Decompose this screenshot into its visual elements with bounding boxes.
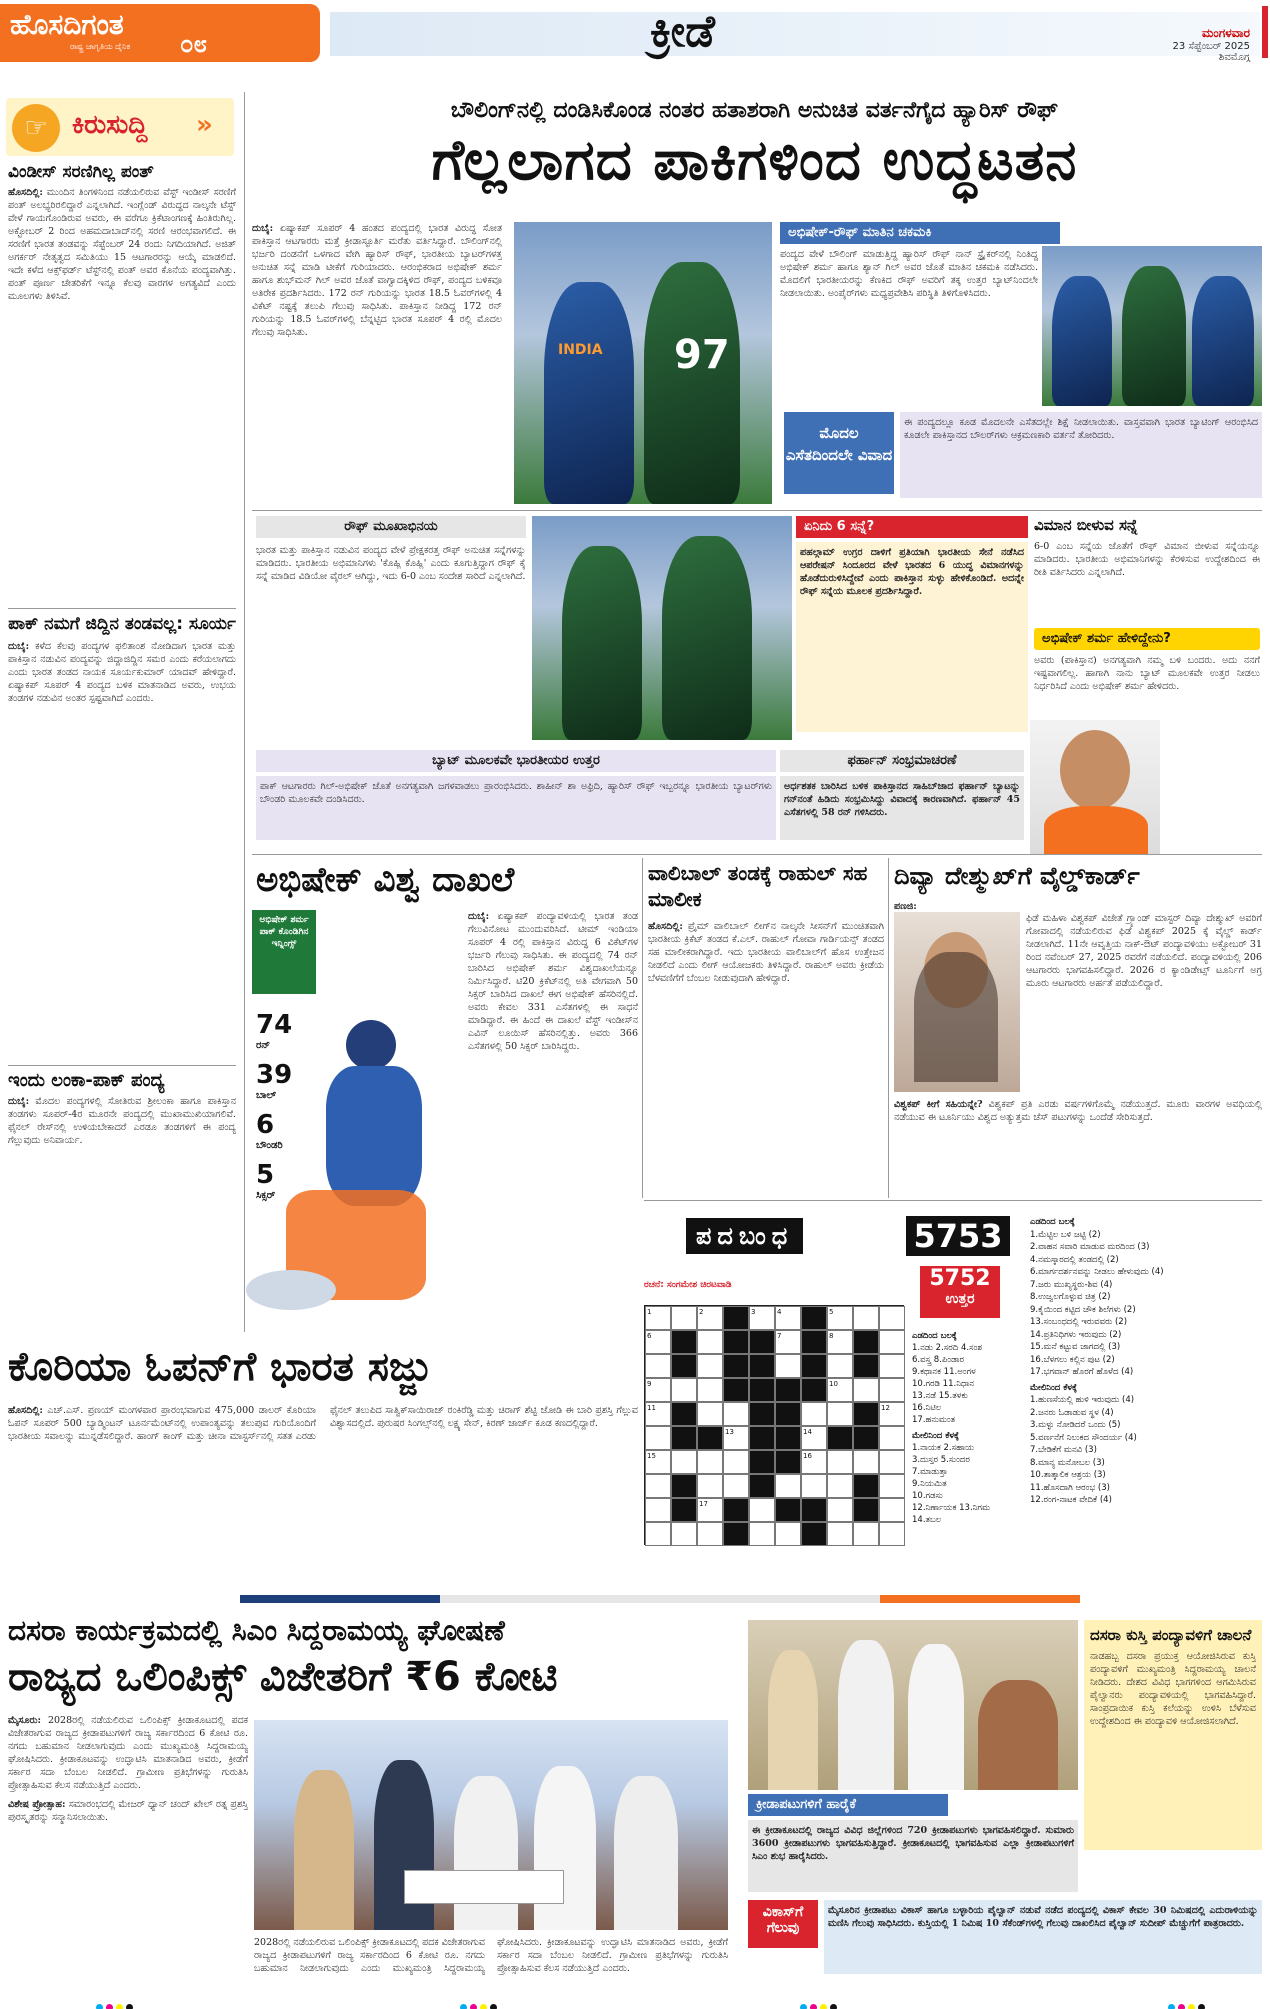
person-figure [768, 1650, 818, 1790]
crossword-cell[interactable] [827, 1522, 853, 1546]
crossword-cell[interactable] [775, 1474, 801, 1498]
box-header: ವಿಮಾನ ಬೀಳುವ ಸನ್ನೆ [1034, 516, 1138, 534]
crossword-grid[interactable] [644, 1305, 904, 1545]
crossword-cell [671, 1426, 697, 1450]
crossword-cell [801, 1306, 827, 1330]
crossword-cell[interactable]: 3 [749, 1306, 775, 1330]
kusti-headline: ದಸರಾ ಕುಸ್ತಿ ಪಂದ್ಯಾವಳಿಗೆ ಚಾಲನೆ [1090, 1626, 1252, 1644]
crossword-cell[interactable] [697, 1450, 723, 1474]
prev-answer-badge [920, 1266, 1000, 1318]
dateline-day: ಮಂಗಳವಾರ [1201, 26, 1250, 40]
lead-photo [514, 222, 772, 504]
answer-line: 7.ಮಾಡುತ್ತಾ [912, 1467, 948, 1477]
color-strip [440, 1595, 880, 1603]
lead-byline: ದುಬೈ: [252, 223, 274, 234]
crossword-cell[interactable] [697, 1522, 723, 1546]
brief-text: ಮೊದಲ ಪಂದ್ಯಗಳಲ್ಲಿ ಸೋತಿರುವ ಶ್ರೀಲಂಕಾ ಹಾಗೂ ಪಾಕಿಸ್ತಾನ ತಂಡಗಳು ಸೂಪರ್-4ರ ಮೂರನೇ ಪಂದ್ಯದಲ್ಲಿ ಮುಖಾಮುಖಿಯಾಗಲಿವೆ. ಫೈನಲ್ ರೇಸ್‌ನಲ್ಲಿ ಉಳಿಯಬೇಕಾದರೆ ಎರಡೂ ತಂಡಗಳಿಗೆ ಈ ಪಂದ್ಯ ಗೆಲ್ಲುವುದು ಅನಿವಾರ್ಯ. [8, 1096, 236, 1146]
crossword-cell[interactable]: 6 [645, 1330, 671, 1354]
brief-item [8, 614, 236, 1054]
crossword-cell [723, 1498, 749, 1522]
crossword-cell [749, 1378, 775, 1402]
brief-headline: ಪಾಕ್ ನಮಗೆ ಜಿದ್ದಿನ ತಂಡವಲ್ಲ: ಸೂರ್ಯ [8, 614, 236, 634]
crossword-cell [723, 1354, 749, 1378]
crossword-cell [775, 1402, 801, 1426]
crossword-cell[interactable] [827, 1450, 853, 1474]
crossword-cell[interactable]: 8 [827, 1330, 853, 1354]
player-figure [1052, 276, 1112, 406]
clues-down-title: ಮೇಲಿನಿಂದ ಕೆಳಕ್ಕೆ [1030, 1382, 1077, 1393]
crossword-cell [749, 1450, 775, 1474]
crossword-credit: ರಚನೆ: ಸಂಗಮೇಶ ಚಿರಟವಾಡಿ [644, 1280, 732, 1290]
brief-item [8, 162, 236, 552]
crossword-cell[interactable] [827, 1354, 853, 1378]
divider [644, 1200, 1262, 1201]
brief-byline: ಹೊಸದಿಲ್ಲಿ: [8, 187, 43, 198]
rauf-photo [532, 516, 792, 740]
brief-body [8, 1095, 236, 1315]
crossword-cell[interactable]: 17 [697, 1498, 723, 1522]
jersey-number: 97 [674, 332, 730, 378]
clue: 17.ಭಗವಾನ್ ಹೊರಗೆ ಹೊಳೆದ (4) [1030, 1367, 1134, 1377]
box-body: ಅರ್ಧಶತಕ ಬಾರಿಸಿದ ಬಳಿಕ ಪಾಕಿಸ್ತಾನದ ಸಾಹಿಬ್‌ಜಾದ ಫರ್ಹಾನ್ ಬ್ಯಾಟನ್ನು ಗನ್‌ನಂತೆ ಹಿಡಿದು ಸಂಭ್ರಮಿಸಿದ್ದು ವಿವಾದಕ್ಕೆ ಕಾರಣವಾಗಿದೆ. ಫರ್ಹಾನ್ 45 ಎಸೆತಗಳಲ್ಲಿ 58 ರನ್ ಗಳಿಸಿದರು. [780, 776, 1024, 840]
chevron-right-icon: » [196, 110, 213, 140]
crossword-title [686, 1218, 803, 1254]
person-figure [294, 1770, 354, 1930]
wish-body: ಈ ಕ್ರೀಡಾಕೂಟದಲ್ಲಿ ರಾಜ್ಯದ ವಿವಿಧ ಜಿಲ್ಲೆಗಳಿಂದ 720 ಕ್ರೀಡಾಪಟುಗಳು ಭಾಗವಹಿಸಲಿದ್ದಾರೆ. ಸುಮಾರು 3600 ಕ್ರೀಡಾಪಟುಗಳು ಭಾಗವಹಿಸುತ್ತಿದ್ದಾರೆ. ಕ್ರೀಡಾಕೂಟದಲ್ಲಿ ಭಾಗವಹಿಸುವ ಎಲ್ಲಾ ಕ್ರೀಡಾಪಟುಗಳಿಗೆ ಸಿಎಂ ಶುಭ ಹಾರೈಸಿದರು. [748, 1820, 1078, 1892]
cm-event-photo [254, 1720, 728, 1930]
cm-byline: ಮೈಸೂರು: [8, 1715, 42, 1726]
crossword-cell [671, 1498, 697, 1522]
brief-headline: ವಿಂಡೀಸ್ ಸರಣಿಗಿಲ್ಲ ಪಂತ್ [8, 162, 154, 182]
abhishek-portrait [1030, 720, 1160, 855]
lead-text: ಏಷ್ಯಾಕಪ್ ಸೂಪರ್ 4 ಹಂತದ ಪಂದ್ಯದಲ್ಲಿ ಭಾರತ ವಿರುದ್ಧ ಸೋತ ಪಾಕಿಸ್ತಾನ ಆಟಗಾರರು ಮತ್ತೆ ಕ್ರೀಡಾಸ್ಫೂರ್ತಿ ಮರೆತು ವರ್ತಿಸಿದ್ದಾರೆ. ಬೌಲಿಂಗ್‌ನಲ್ಲಿ ಭರ್ಜರಿ ದಂಡನೆಗೆ ಒಳಗಾದ ವೇಗಿ ಹ್ಯಾರಿಸ್ ರೌಫ್, ಭಾರತೀಯ ಬ್ಯಾಟರ್‌ಗಳತ್ತ ಅನುಚಿತ ಸನ್ನೆ ಮಾಡಿ ಟೀಕೆಗೆ ಗುರಿಯಾದರು. ಆರಂಭಿಕರಾದ ಅಭಿಷೇಕ್ ಶರ್ಮ ಹಾಗೂ ಶುಭ್‌ಮನ್ ಗಿಲ್ ಅವರ ಜೊತೆ ವಾಗ್ವಾದಕ್ಕಿಳಿದ ರೌಫ್, ಪಂದ್ಯದ ಬಳಿಕವೂ ಅತಿರೇಕ ಪ್ರದರ್ಶಿಸಿದರು. 172 ರನ್ ಗುರಿಯನ್ನು ಭಾರತ 18.5 ಓವರ್‌ಗಳಲ್ಲಿ 4 ವಿಕೆಟ್ ನಷ್ಟಕ್ಕೆ ತಲುಪಿ ಗೆಲುವು ಸಾಧಿಸಿತು. ಪಾಕಿಸ್ತಾನ ನೀಡಿದ್ದ 172 ರನ್ ಗುರಿಯನ್ನು 18.5 ಓವರ್‌ಗಳಲ್ಲಿ ಬೆನ್ನಟ್ಟಿದ ಭಾರತ ಸೂಪರ್ 4 ರಲ್ಲಿ ಮೊದಲ ಗೆಲುವು ಸಾಧಿಸಿತು. [252, 223, 502, 338]
crossword-cell [749, 1354, 775, 1378]
box-body: ಪಂದ್ಯದ ವೇಳೆ ಬೌಲಿಂಗ್ ಮಾಡುತ್ತಿದ್ದ ಹ್ಯಾರಿಸ್ ರೌಫ್ ನಾನ್ ಸ್ಟ್ರೈಕರ್‌ನಲ್ಲಿ ನಿಂತಿದ್ದ ಅಭಿಷೇಕ್ ಶರ್ಮ ಹಾಗೂ ಶ್ಯಾನ್ ಗಿಲ್ ಅವರ ಜೊತೆ ಮಾತಿನ ಚಕಮಕಿ ನಡೆಸಿದರು. ಮೊದಲಿಗೆ ಭಾರತೀಯರನ್ನು ಕೆಣಕಿದ ರೌಫ್ ಅವರಿಗೆ ತಕ್ಕ ಉತ್ತರ ಬ್ಯಾಟ್‌ನಿಂದಲೇ ನೀಡಲಾಯಿತು. ಅಂಪೈರ್‌ಗಳು ಮಧ್ಯಪ್ರವೇಶಿಸಿ ಪರಿಸ್ಥಿತಿ ತಿಳಿಗೊಳಿಸಿದರು. [780, 249, 1038, 299]
crossword-cell[interactable] [723, 1450, 749, 1474]
brief-byline: ದುಬೈ: [8, 641, 30, 652]
stat-label: ಬೌಂಡರಿ [256, 1140, 283, 1151]
color-strip [880, 1595, 1080, 1603]
crossword-cell[interactable] [697, 1354, 723, 1378]
person-figure [534, 1766, 596, 1930]
crossword-cell[interactable] [671, 1522, 697, 1546]
crossword-cell[interactable] [775, 1354, 801, 1378]
brief-text: ಮುಂದಿನ ತಿಂಗಳಿನಿಂದ ನಡೆಯಲಿರುವ ವೆಸ್ಟ್ ಇಂಡೀಸ್ ಸರಣಿಗೆ ಪಂತ್ ಅಲಭ್ಯರಿರಲಿದ್ದಾರೆ ಎನ್ನಲಾಗಿದೆ. ಇಂಗ್ಲೆಂಡ್ ವಿರುದ್ಧದ ನಾಲ್ಕನೇ ಟೆಸ್ಟ್ ವೇಳೆ ಗಾಯಗೊಂಡಿರುವ ಅವರು, ಈ ವರೆಗೂ ಕ್ರಿಕೆಟಾಂಗಣಕ್ಕೆ ಹಿಂತಿರುಗಿಲ್ಲ. ಅಕ್ಟೋಬರ್ 2 ರಿಂದ ಅಹಮದಾಬಾದ್‌ನಲ್ಲಿ ಸರಣಿ ಆರಂಭವಾಗಲಿದೆ. ಈ ಸರಣಿಗೆ ಭಾರತ ತಂಡವನ್ನು ಸೆಪ್ಟೆಂಬರ್ 24 ರಂದು ನಿಗದಿಯಾಗಿದೆ. ಅಜಿತ್ ಅಗರ್ಕರ್ ನೇತೃತ್ವದ ಸಮಿತಿಯು 15 ಆಟಗಾರರನ್ನು ಆಯ್ಕೆ ಮಾಡಲಿದೆ. ಇದೇ ಕಳೆದ ಆಕ್ಸ್‌ಫರ್ಡ್ ಟೆಸ್ಟ್‌ನಲ್ಲಿ ಪಂತ್ ಅವರ ಕೊನೆಯ ಪಂದ್ಯವಾಗಿತ್ತು. ಪಂತ್ ಪೂರ್ಣ ಚೇತರಿಕೆಗೆ ಇನ್ನೂ ಕೆಲವು ವಾರಗಳ ಅಗತ್ಯವಿದೆ ಎಂದು ಮೂಲಗಳು ತಿಳಿಸಿವೆ. [8, 187, 236, 302]
answer-line: 13.ನಡೆ 15.ತಳಕು [912, 1391, 968, 1401]
crossword-cell [749, 1426, 775, 1450]
box-header: ಫರ್ಹಾನ್ ಸಂಭ್ರಮಾಚರಣೆ [780, 750, 1024, 772]
record-headline: ಅಭಿಷೇಕ್ ವಿಶ್ವ ದಾಖಲೆ [256, 860, 515, 900]
dateline [1120, 26, 1250, 63]
crossword-cell[interactable]: 15 [645, 1450, 671, 1474]
crossword-cell [723, 1522, 749, 1546]
crossword-cell[interactable]: 7 [775, 1330, 801, 1354]
clue: 10.ತಾತ್ಕಾಲಿಕ ಆಶ್ರಯ (3) [1030, 1470, 1106, 1480]
kusti-photo [748, 1620, 1078, 1790]
clue: 11.ಹೊಸದಾಗಿ ಆರಂಭ (3) [1030, 1482, 1110, 1493]
box-body: ಭಾರತ ಮತ್ತು ಪಾಕಿಸ್ತಾನ ನಡುವಿನ ಪಂದ್ಯದ ವೇಳೆ ಪ್ರೇಕ್ಷಕರತ್ತ ರೌಫ್ ಅನುಚಿತ ಸನ್ನೆಗಳನ್ನು ಮಾಡಿದರು. ಭಾರತೀಯ ಅಭಿಮಾನಿಗಳು 'ಕೊಹ್ಲಿ ಕೊಹ್ಲಿ' ಎಂದು ಕೂಗುತ್ತಿದ್ದಾಗ ರೌಫ್ ಕೈ ಸನ್ನೆ ಮಾಡಿದ ವಿಡಿಯೋ ವೈರಲ್ ಆಗಿದ್ದು, ಇದು 6-0 ಎಂಬ ಸಂದೇಶ ಸಾರಿದೆ ಎನ್ನಲಾಗಿದೆ. [256, 545, 526, 582]
crossword-cell[interactable] [645, 1474, 671, 1498]
divider [8, 1065, 236, 1066]
crossword-cell [671, 1330, 697, 1354]
hair-figure [914, 952, 998, 1082]
crossword-cell[interactable] [775, 1522, 801, 1546]
crossword-cell [671, 1354, 697, 1378]
crossword-cell [749, 1402, 775, 1426]
crossword-cell[interactable] [853, 1378, 879, 1402]
divya-subtext: ವಿಶ್ವಕಪ್ ಪ್ರತಿ ಎರಡು ವರ್ಷಗಳಿಗೊಮ್ಮೆ ನಡೆಯುತ್ತದೆ. ಮೂರು ವಾರಗಳ ಅವಧಿಯಲ್ಲಿ ನಡೆಯುವ ಈ ಟೂರ್ನಿಯು ವಿಶ್ವದ ಅತ್ಯುತ್ತಮ ಚೆಸ್ ಪಟುಗಳನ್ನು ಒಂದೆಡೆ ಸೇರಿಸುತ್ತದೆ. [894, 1099, 1262, 1123]
divider [8, 608, 236, 609]
brand-tagline: ರಾಷ್ಟ್ರ ಜಾಗೃತಿಯ ದೈನಿಕ [70, 42, 131, 51]
crossword-cell[interactable] [879, 1330, 905, 1354]
crossword-cell [723, 1306, 749, 1330]
stat-label: ಸಿಕ್ಸರ್ [256, 1190, 276, 1201]
person-figure [374, 1760, 434, 1930]
crossword-cell [853, 1426, 879, 1450]
player-figure [1122, 266, 1186, 406]
volleyball-body [648, 920, 884, 1190]
record-badge: ಅಭಿಷೇಕ್ ಶರ್ಮ ಪಾಕ್ ಕೊಂಡಿಗಿನ ಇನ್ನಿಂಗ್ಸ್ [252, 910, 316, 994]
clues-across-title: ಎಡದಿಂದ ಬಲಕ್ಕೆ [1030, 1217, 1075, 1227]
jersey-text: INDIA [558, 342, 603, 358]
answers-down-title: ಮೇಲಿನಿಂದ ಕೆಳಕ್ಕೆ [912, 1431, 959, 1441]
vikas-body: ಮೈಸೂರಿನ ಕ್ರೀಡಾಪಟು ವಿಕಾಸ್ ಹಾಗೂ ಬಳ್ಳಾರಿಯ ಪೈಲ್ವಾನ್ ನಡುವೆ ನಡೆದ ಪಂದ್ಯದಲ್ಲಿ ವಿಕಾಸ್ ಕೇವಲ 30 ನಿಮಿಷದಲ್ಲಿ ಎದುರಾಳಿಯನ್ನು ಮಣಿಸಿ ಗೆಲುವು ಸಾಧಿಸಿದರು. ಕುಸ್ತಿಯಲ್ಲಿ 1 ನಿಮಿಷ 10 ಸೆಕೆಂಡ್‌ಗಳಲ್ಲಿ ಗೆಲುವು ದಾಖಲಿಸಿದ ಪೈಲ್ವಾನ್ ಸುದೀಪ್ ಮೆಚ್ಚುಗೆಗೆ ಪಾತ್ರರಾದರು. [824, 1900, 1262, 1974]
crossword-cell[interactable] [879, 1474, 905, 1498]
korea-body [8, 1404, 638, 1574]
prev-number: 5752 [929, 1266, 991, 1291]
crossword-cell [853, 1402, 879, 1426]
clue: 7.ಜರು ಮುಖ್ಯಸ್ಥರು-ಶಿವ (4) [1030, 1279, 1113, 1290]
box-header: ಬ್ಯಾಟ್ ಮೂಲಕವೇ ಭಾರತೀಯರ ಉತ್ತರ [256, 750, 776, 772]
crossword-cell[interactable] [853, 1306, 879, 1330]
record-text: ಏಷ್ಯಾಕಪ್ ಪಂದ್ಯಾವಳಿಯಲ್ಲಿ ಭಾರತ ತಂಡ ಗೆಲುವಿನೋಟ ಮುಂದುವರಿಸಿದೆ. ಟೀಮ್ ಇಂಡಿಯಾ ಸೂಪರ್ 4 ರಲ್ಲಿ ಪಾಕಿಸ್ತಾನ ವಿರುದ್ಧ 6 ವಿಕೆಟ್‌ಗಳ ಭರ್ಜರಿ ಗೆಲುವು ಸಾಧಿಸಿತು. ಈ ಪಂದ್ಯದಲ್ಲಿ 74 ರನ್ ಬಾರಿಸಿದ ಅಭಿಷೇಕ್ ಶರ್ಮ ವಿಶ್ವದಾಖಲೆಯನ್ನೂ ನಿರ್ಮಿಸಿದ್ದಾರೆ. ಟಿ20 ಕ್ರಿಕೆಟ್‌ನಲ್ಲಿ ಅತಿ ವೇಗವಾಗಿ 50 ಸಿಕ್ಸರ್ ಬಾರಿಸಿದ ದಾಖಲೆ ಈಗ ಅಭಿಷೇಕ್ ಹೆಸರಿನಲ್ಲಿದೆ. ಅವರು ಕೇವಲ 331 ಎಸೆತಗಳಲ್ಲಿ ಈ ಸಾಧನೆ ಮಾಡಿದ್ದಾರೆ. ಈ ಹಿಂದೆ ಈ ದಾಖಲೆ ವೆಸ್ಟ್ ಇಂಡೀಸ್‌ನ ಎವಿನ್ ಲೂಯಿಸ್ ಹೆಸರಿನಲ್ಲಿತ್ತು. ಅವರು 366 ಎಸೆತಗಳಲ್ಲಿ 50 ಸಿಕ್ಸರ್ ಬಾರಿಸಿದ್ದರು. [468, 911, 638, 1052]
brief-byline: ದುಬೈ: [8, 1096, 30, 1107]
crossword-cell[interactable]: 14 [801, 1426, 827, 1450]
lead-body [252, 222, 502, 507]
answer-line: 1.ನಡು 2.ಸರದಿ 4.ಸಂಶ [912, 1343, 983, 1353]
brief-body [8, 186, 236, 546]
korea-byline: ಹೊಸದಿಲ್ಲಿ: [8, 1405, 43, 1416]
person-figure [454, 1776, 518, 1930]
crossword-cell[interactable]: 16 [801, 1450, 827, 1474]
registration-dots [800, 1996, 840, 2009]
answer-line: 9.ಕಥಾನಕ 11.ಅಂಗಳ [912, 1367, 976, 1377]
cm-body [8, 1714, 248, 1994]
answer-line: 14.ತಬಲ [912, 1515, 942, 1525]
clue: 8.ಉಜ್ವಲಗೊಳ್ಳುವ ಚಿತ್ರ (2) [1030, 1292, 1111, 1302]
kusti-box [1084, 1620, 1262, 1850]
answer-line: 9.ನಿಯಮಿತ [912, 1479, 947, 1489]
jersey-figure [326, 1066, 422, 1206]
clue: 9.ಕೈಯಿಂದ ಕಟ್ಟಿದ ಚೌಕ ಶಿಲೆಗಳು (2) [1030, 1304, 1136, 1315]
box-header: ಅಭಿಷೇಕ್ ಶರ್ಮ ಹೇಳಿದ್ದೇನು? [1034, 628, 1260, 650]
crossword-cell[interactable] [697, 1330, 723, 1354]
cm-subhead: ವಿಶೇಷ ಪ್ರೋತ್ಸಾಹ: [8, 1799, 66, 1810]
player-figure [644, 262, 740, 504]
person-figure [908, 1644, 964, 1790]
crossword-cell[interactable] [879, 1378, 905, 1402]
crossword-cell[interactable]: 13 [723, 1426, 749, 1450]
box-header: ಅಭಿಷೇಕ್-ರೌಫ್ ಮಾತಿನ ಚಕಮಕಿ [780, 222, 1060, 244]
crossword-cell[interactable] [645, 1354, 671, 1378]
box-body: ಅವರು (ಪಾಕಿಸ್ತಾನ) ಅನಗತ್ಯವಾಗಿ ನಮ್ಮ ಬಳಿ ಬಂದರು. ಅದು ನನಗೆ ಇಷ್ಟವಾಗಲಿಲ್ಲ. ಹಾಗಾಗಿ ನಾನು ಬ್ಯಾಟ್ ಮೂಲಕವೇ ಉತ್ತರ ನೀಡಲು ನಿರ್ಧರಿಸಿದೆ ಎಂದು ಅಭಿಷೇಕ್ ಶರ್ಮ ಹೇಳಿದರು. [1034, 655, 1260, 692]
clue: 2.ವಾಹನ ಸವಾರಿ ಮಾಡುವ ಮರದಿಂದ (3) [1030, 1242, 1150, 1252]
record-byline: ದುಬೈ: [468, 911, 490, 922]
answer-line: 12.ನಿರ್ಣಾಯಕ 13.ನಿಗಮ [912, 1503, 991, 1513]
crossword-cell[interactable] [671, 1450, 697, 1474]
crossword-cell[interactable]: 5 [827, 1306, 853, 1330]
crossword-cell [671, 1474, 697, 1498]
cm-kicker: ದಸರಾ ಕಾರ್ಯಕ್ರಮದಲ್ಲಿ ಸಿಎಂ ಸಿದ್ದರಾಮಯ್ಯ ಘೋಷಣೆ [8, 1614, 505, 1647]
brief-item [8, 1070, 236, 1330]
answer-line: 16.ನಿಟಿಲ [912, 1403, 942, 1413]
crossword-cell [853, 1354, 879, 1378]
crossword-cell[interactable] [697, 1474, 723, 1498]
korea-headline: ಕೊರಿಯಾ ಓಪನ್‌ಗೆ ಭಾರತ ಸಜ್ಜು [8, 1344, 432, 1390]
crossword-cell[interactable] [879, 1354, 905, 1378]
crossword-title-text: ಪದಬಂಧ [686, 1218, 803, 1254]
column-rule [642, 858, 643, 1198]
brief-body [8, 640, 236, 1040]
crossword-cell[interactable] [827, 1402, 853, 1426]
clue: 14.ಪ್ರತಿನಿಧಿಗಳು ಇರುವುದು (2) [1030, 1329, 1122, 1340]
handshake-photo [1042, 246, 1262, 406]
crossword-cell[interactable] [853, 1522, 879, 1546]
clue: 7.ಬೇಡಿಕೆಗೆ ಮನವಿ (3) [1030, 1445, 1097, 1455]
clue: 8.ಮಾನ್ಯ ಮನೋಬಲ (3) [1030, 1457, 1105, 1468]
box-body: 6-0 ಎಂಬ ಸನ್ನೆಯ ಜೊತೆಗೆ ರೌಫ್ ವಿಮಾನ ಬೀಳುವ ಸನ್ನೆಯನ್ನೂ ಮಾಡಿದರು. ಭಾರತೀಯ ಅಭಿಮಾನಿಗಳನ್ನು ಕೆರಳಿಸುವ ಉದ್ದೇಶದಿಂದ ಈ ರೀತಿ ವರ್ತಿಸಿದರು ಎನ್ನಲಾಗಿದೆ. [1034, 541, 1260, 578]
stat-value: 74 [256, 1010, 293, 1040]
crossword-number: 5753 [906, 1216, 1010, 1256]
box-header: ಏನಿದು 6 ಸನ್ನೆ? [796, 516, 1028, 538]
volleyball-text: ಪ್ರೈಮ್ ವಾಲಿಬಾಲ್ ಲೀಗ್‌ನ ನಾಲ್ಕನೇ ಸೀಸನ್‌ಗೆ ಮುಂಚಿತವಾಗಿ ಭಾರತೀಯ ಕ್ರಿಕೆಟ್ ತಂಡದ ಕೆ.ಎಲ್. ರಾಹುಲ್ ಗೋವಾ ಗಾರ್ಡಿಯನ್ಸ್ ತಂಡದ ಸಹ ಮಾಲೀಕರಾಗಿದ್ದಾರೆ. ಇದು ಭಾರತೀಯ ವಾಲಿಬಾಲ್‌ಗೆ ಹೊಸ ಉತ್ತೇಜನ ನೀಡಲಿದೆ ಎಂದು ಲೀಗ್ ಆಯೋಜಕರು ತಿಳಿಸಿದ್ದಾರೆ. ರಾಹುಲ್ ಅವರು ಕ್ರೀಡೆಯ ಬೆಳವಣಿಗೆಗೆ ಬೆಂಬಲ ನೀಡುವುದಾಗಿ ಹೇಳಿದ್ದಾರೆ. [648, 921, 884, 984]
cm-subtext: ಸಮಾರಂಭದಲ್ಲಿ ಮೇಜರ್ ಧ್ಯಾನ್ ಚಂದ್ ಖೇಲ್ ರತ್ನ ಪ್ರಶಸ್ತಿ ಪುರಸ್ಕೃತರನ್ನು ಸನ್ಮಾನಿಸಲಾಯಿತು. [8, 1799, 248, 1823]
crossword-cell [775, 1426, 801, 1450]
crossword-cell [749, 1474, 775, 1498]
answer-line: 3.ದುಸ್ತರ 5.ಸುಂದರ [912, 1455, 970, 1465]
column-rule [888, 858, 889, 1198]
person-figure [614, 1776, 678, 1930]
crossword-cell[interactable]: 12 [879, 1402, 905, 1426]
divya-subhead: ವಿಶ್ವಕಪ್ ಕೀಗೆ ಸಹಿಯನ್ನೇ? [894, 1099, 983, 1110]
crossword-cell[interactable]: 4 [775, 1306, 801, 1330]
person-figure [838, 1640, 894, 1790]
crossword-cell [827, 1426, 853, 1450]
player-figure [562, 546, 642, 740]
volleyball-byline: ಹೊಸದಿಲ್ಲಿ: [648, 921, 683, 932]
box-body: ಪಹಲ್ಗಾಮ್ ಉಗ್ರರ ದಾಳಿಗೆ ಪ್ರತಿಯಾಗಿ ಭಾರತೀಯ ಸೇನೆ ನಡೆಸಿದ ಆಪರೇಷನ್ ಸಿಂದೂರದ ವೇಳೆ ಭಾರತದ 6 ಯುದ್ಧ ವಿಮಾನಗಳನ್ನು ಹೊಡೆದುರುಳಿಸಿದ್ದೇವೆ ಎಂದು ಪಾಕಿಸ್ತಾನ ಸುಳ್ಳು ಹೇಳಿಕೊಂಡಿದೆ. ಅದನ್ನೇ ರೌಫ್ ಸನ್ನೆಯ ಮೂಲಕ ಪ್ರದರ್ಶಿಸಿದ್ದಾರೆ. [796, 542, 1028, 732]
crossword-cell[interactable] [749, 1522, 775, 1546]
color-strip [240, 1595, 440, 1603]
crossword-cell[interactable] [723, 1474, 749, 1498]
divider [252, 854, 1262, 855]
stat-label: ಬಾಲ್ [256, 1090, 277, 1101]
crossword-clues [1030, 1216, 1262, 1507]
crossword-cell[interactable] [697, 1402, 723, 1426]
divya-body: ಫಿಡೆ ಮಹಿಳಾ ವಿಶ್ವಕಪ್ ವಿಜೇತೆ ಗ್ರ್ಯಾಂಡ್ ಮಾಸ್ಟರ್ ದಿವ್ಯಾ ದೇಶ್ಮುಖ್ ಅವರಿಗೆ ಗೋವಾದಲ್ಲಿ ನಡೆಯಲಿರುವ ಫಿಡೆ ವಿಶ್ವಕಪ್ 2025 ಕ್ಕೆ ವೈಲ್ಡ್ ಕಾರ್ಡ್ ನೀಡಲಾಗಿದೆ. 11ನೇ ಆವೃತ್ತಿಯ ನಾಕ್-ಔಟ್ ಪಂದ್ಯಾವಳಿಯು ಅಕ್ಟೋಬರ್ 31 ರಿಂದ ನವೆಂಬರ್ 27, 2025 ರವರೆಗೆ ನಡೆಯಲಿದೆ. ಪಂದ್ಯಾವಳಿಯಲ್ಲಿ 206 ಆಟಗಾರರು ಭಾಗವಹಿಸಲಿದ್ದಾರೆ. 2026 ರ ಕ್ಯಾಂಡಿಡೇಟ್ಸ್ ಟೂರ್ನಿಗೆ ಅಗ್ರ ಮೂರು ಆಟಗಾರರು ಅರ್ಹತೆ ಪಡೆಯಲಿದ್ದಾರೆ. [1026, 913, 1262, 989]
divya-sub [894, 1098, 1262, 1190]
crossword-cell [775, 1498, 801, 1522]
dateline-city: ಶಿವಮೊಗ್ಗ [1218, 52, 1250, 63]
cm-headline: ರಾಜ್ಯದ ಒಲಿಂಪಿಕ್ಸ್ ವಿಜೇತರಿಗೆ ₹6 ಕೋಟಿ [8, 1654, 558, 1700]
crossword-cell [775, 1378, 801, 1402]
stat-value: 5 [256, 1160, 275, 1190]
page-number: ೦೮ [180, 30, 207, 58]
clue: 15.ಮನೆ ಕಟ್ಟುವ ಜಾಗದಲ್ಲಿ (3) [1030, 1342, 1121, 1352]
crossword-cell [801, 1378, 827, 1402]
prev-label: ಉತ್ತರ [945, 1291, 975, 1307]
clue: 13.ಸಂಬಂಧದಲ್ಲಿ ಇರುವವರು (2) [1030, 1317, 1128, 1327]
wrestler-figure [978, 1680, 1058, 1790]
controversy-body: ಈ ಪಂದ್ಯದಲ್ಲೂ ಕೂಡ ಮೊದಲನೇ ಎಸೆತದಲ್ಲೇ ಶಿಕ್ಷೆ ನೀಡಲಾಯಿತು. ವಾಸ್ತವವಾಗಿ ಭಾರತ ಬ್ಯಾಟಿಂಗ್ ಆರಂಭಿಸಿದ ಕೂಡಲೇ ಪಾಕಿಸ್ತಾನದ ಬೌಲರ್‌ಗಳು ಆಕ್ರಮಣಕಾರಿ ವರ್ತನೆ ತೋರಿದರು. [900, 412, 1262, 498]
kirusuddi-title: ಕಿರುಸುದ್ದಿ [72, 110, 148, 140]
crossword-cell[interactable] [671, 1378, 697, 1402]
crossword-cell [801, 1498, 827, 1522]
stat-label: ರನ್ [256, 1040, 271, 1051]
cm-text: 2028ರಲ್ಲಿ ನಡೆಯಲಿರುವ ಒಲಿಂಪಿಕ್ಸ್ ಕ್ರೀಡಾಕೂಟದಲ್ಲಿ ಪದಕ ವಿಜೇತರಾಗುವ ರಾಜ್ಯದ ಕ್ರೀಡಾಪಟುಗಳಿಗೆ ರಾಜ್ಯ ಸರ್ಕಾರದಿಂದ 6 ಕೋಟಿ ರೂ. ನಗದು ಬಹುಮಾನ ನೀಡಲಾಗುವುದು ಎಂದು ಮುಖ್ಯಮಂತ್ರಿ ಸಿದ್ದರಾಮಯ್ಯ ಘೋಷಿಸಿದರು. ಕ್ರೀಡಾಕೂಟವನ್ನು ಉದ್ಘಾಟಿಸಿ ಮಾತನಾಡಿದ ಅವರು, ಕ್ರೀಡೆಗೆ ಸರ್ಕಾರ ಸದಾ ಬೆಂಬಲ ನೀಡಲಿದೆ. ಗ್ರಾಮೀಣ ಪ್ರತಿಭೆಗಳನ್ನು ಗುರುತಿಸಿ ಪ್ರೋತ್ಸಾಹಿಸುವ ಕೆಲಸ ನಡೆಯುತ್ತಿದೆ ಎಂದರು. [8, 1715, 248, 1791]
crossword-cell[interactable] [801, 1474, 827, 1498]
box-body: ಪಾಕ್ ಆಟಗಾರರು ಗಿಲ್-ಅಭಿಷೇಕ್ ಜೊತೆ ಅನಗತ್ಯವಾಗಿ ಜಗಳವಾಡಲು ಪ್ರಾರಂಭಿಸಿದರು. ಶಾಹೀನ್ ಶಾ ಅಫ್ರಿದಿ, ಹ್ಯಾರಿಸ್ ರೌಫ್ ಇಬ್ಬರನ್ನೂ ಭಾರತೀಯ ಬ್ಯಾಟರ್‌ಗಳು ಬೌಂಡರಿ ಮೂಲಕವೇ ದಂಡಿಸಿದರು. [256, 776, 776, 840]
batsman-photo [226, 1010, 466, 1330]
answer-line: 1.ನಾಯಕ 2.ಸಹಾಯ [912, 1443, 975, 1453]
clue: 5.ವರ್ಣನೆಗೆ ನಿಲುಕದ ಸೌಂದರ್ಯ (4) [1030, 1432, 1137, 1443]
crossword-cell[interactable] [879, 1522, 905, 1546]
prev-answers [912, 1330, 1004, 1526]
crossword-cell[interactable]: 1 [645, 1306, 671, 1330]
clue: 16.ಬೆಳಗಲು ಕಲ್ಲಿನ ಪುಟ (2) [1030, 1354, 1115, 1365]
crossword-cell[interactable] [671, 1306, 697, 1330]
divya-byline: ಪಣಜಿ: [894, 901, 917, 912]
brief-text: ಕಳೆದ ಕೆಲವು ಪಂದ್ಯಗಳ ಫಲಿತಾಂಶ ನೋಡಿದಾಗ ಭಾರತ ಮತ್ತು ಪಾಕಿಸ್ತಾನ ನಡುವಿನ ಪಂದ್ಯವನ್ನು ಜಿದ್ದಾಜಿದ್ದಿನ ಸಮರ ಎಂದು ಕರೆಯಲಾಗದು ಎಂದು ಭಾರತ ತಂಡದ ನಾಯಕ ಸೂರ್ಯಕುಮಾರ್ ಯಾದವ್ ಹೇಳಿದ್ದಾರೆ. ಏಷ್ಯಾಕಪ್ ಸೂಪರ್ 4 ಪಂದ್ಯದ ಬಳಿಕ ಮಾತನಾಡಿದ ಅವರು, ಉಭಯ ತಂಡಗಳ ನಡುವಿನ ಅಂತರ ಸ್ಪಷ್ಟವಾಗಿದೆ ಎಂದರು. [8, 641, 236, 704]
crossword-cell[interactable]: 2 [697, 1306, 723, 1330]
crossword-cell[interactable]: 11 [645, 1402, 671, 1426]
answer-line: 10.ಗಡಸು [912, 1491, 943, 1501]
crossword-cell[interactable] [645, 1498, 671, 1522]
crossword-cell [697, 1426, 723, 1450]
crossword-cell[interactable]: 10 [827, 1378, 853, 1402]
section-title: ಕ್ರೀಡೆ [650, 6, 715, 57]
edge-marker [1262, 6, 1268, 58]
registration-dots [460, 1996, 500, 2009]
crossword-cell[interactable] [723, 1402, 749, 1426]
cheque-figure [404, 1870, 564, 1904]
divider [252, 510, 1262, 511]
player-figure [1192, 276, 1254, 406]
crossword-cell [749, 1330, 775, 1354]
crossword-cell [853, 1330, 879, 1354]
crossword-cell[interactable] [853, 1450, 879, 1474]
registration-dots [96, 1996, 136, 2009]
crossword-cell[interactable] [645, 1426, 671, 1450]
face-figure [1060, 730, 1130, 810]
cm-continued: 2028ರಲ್ಲಿ ನಡೆಯಲಿರುವ ಒಲಿಂಪಿಕ್ಸ್ ಕ್ರೀಡಾಕೂಟದಲ್ಲಿ ಪದಕ ವಿಜೇತರಾಗುವ ರಾಜ್ಯದ ಕ್ರೀಡಾಪಟುಗಳಿಗೆ ರಾಜ್ಯ ಸರ್ಕಾರದಿಂದ 6 ಕೋಟಿ ರೂ. ನಗದು ಬಹುಮಾನ ನೀಡಲಾಗುವುದು ಎಂದು ಮುಖ್ಯಮಂತ್ರಿ ಸಿದ್ದರಾಮಯ್ಯ ಘೋಷಿಸಿದರು. ಕ್ರೀಡಾಕೂಟವನ್ನು ಉದ್ಘಾಟಿಸಿ ಮಾತನಾಡಿದ ಅವರು, ಕ್ರೀಡೆಗೆ ಸರ್ಕಾರ ಸದಾ ಬೆಂಬಲ ನೀಡಲಿದೆ. ಗ್ರಾಮೀಣ ಪ್ರತಿಭೆಗಳನ್ನು ಗುರುತಿಸಿ ಪ್ರೋತ್ಸಾಹಿಸುವ ಕೆಲಸ ನಡೆಯುತ್ತಿದೆ ಎಂದರು. [254, 1937, 728, 1974]
crossword-cell [801, 1354, 827, 1378]
crossword-cell[interactable] [645, 1522, 671, 1546]
answer-line: 6.ವಸ್ತ್ರ 8.ಪಿಂಡಾರ [912, 1355, 964, 1365]
crossword-cell[interactable] [827, 1474, 853, 1498]
clue: 4.ನಮಸ್ಕಾರದಲ್ಲಿ ತಂಡದಲ್ಲಿ (2) [1030, 1254, 1119, 1265]
jersey-figure [1044, 806, 1148, 855]
clue: 2.ಜನರು ಓಡಾಡುವ ಸ್ಥಳ (4) [1030, 1407, 1114, 1418]
clue: 1.ಹುಣಸೆಯಲ್ಲಿ ಹುಳಿ ಇರುವುದು (4) [1030, 1395, 1135, 1405]
controversy-label: ಮೊದಲ ಎಸೆತದಿಂದಲೇ ವಿವಾದ [784, 412, 894, 494]
pad-figure [246, 1270, 336, 1310]
crossword-cell [853, 1498, 879, 1522]
volleyball-headline: ವಾಲಿಬಾಲ್ ತಂಡಕ್ಕೆ ರಾಹುಲ್ ಸಹ ಮಾಲೀಕ [648, 861, 868, 911]
stat-value: 6 [256, 1110, 275, 1140]
crossword-cell [723, 1378, 749, 1402]
registration-dots [1168, 1996, 1208, 2009]
lead-kicker: ಬೌಲಿಂಗ್‌ನಲ್ಲಿ ದಂಡಿಸಿಕೊಂಡ ನಂತರ ಹತಾಶರಾಗಿ ಅನುಚಿತ ವರ್ತನೆಗೈದ ಹ್ಯಾರಿಸ್ ರೌಫ್ [450, 98, 1059, 123]
vikas-label: ವಿಕಾಸ್‌ಗೆ ಗೆಲುವು [748, 1900, 818, 1948]
crossword-cell [671, 1402, 697, 1426]
box-header: ಕ್ರೀಡಾಪಟುಗಳಿಗೆ ಹಾರೈಕೆ [748, 1794, 948, 1816]
crossword-cell[interactable] [827, 1498, 853, 1522]
dateline-date: 23 ಸೆಪ್ಟೆಂಬರ್ 2025 [1172, 41, 1250, 52]
crossword-cell[interactable] [879, 1498, 905, 1522]
lead-headline: ಗೆಲ್ಲಲಾಗದ ಪಾಕಿಗಳಿಂದ ಉದ್ಧಟತನ [431, 128, 1078, 193]
crossword-cell[interactable] [879, 1306, 905, 1330]
crossword-cell [775, 1450, 801, 1474]
crossword-cell [801, 1522, 827, 1546]
crossword-cell[interactable] [697, 1378, 723, 1402]
player-figure [662, 536, 752, 740]
helmet-figure [346, 1020, 396, 1070]
brief-headline: ಇಂದು ಲಂಕಾ-ಪಾಕ್ ಪಂದ್ಯ [8, 1070, 165, 1091]
crossword-cell[interactable] [749, 1498, 775, 1522]
player-figure [544, 282, 634, 504]
crossword-cell [723, 1330, 749, 1354]
brand-logo: ಹೊಸದಿಗಂತ [10, 8, 124, 41]
box-header: ರೌಫ್ ಮೂಖಾಭಿನಯ [256, 516, 526, 538]
divya-headline: ದಿವ್ಯಾ ದೇಶ್ಮುಖ್‌ಗೆ ವೈಲ್ಡ್‌ಕಾರ್ಡ್ [894, 862, 1140, 890]
crossword-cell[interactable] [879, 1426, 905, 1450]
clue: 12.ರಂಗ-ನಾಟಕ ವೇದಿಕೆ (4) [1030, 1495, 1112, 1505]
crossword-cell [801, 1330, 827, 1354]
record-body [468, 910, 638, 1330]
stat-value: 39 [256, 1060, 293, 1090]
clue: 1.ಮೆಟ್ಟಿಲ ಬಳಿ ಜಟ್ಟಿ (2) [1030, 1229, 1101, 1240]
clue: 3.ಮಳ್ಳು ನೋಡಿದರೆ ಒಂದು (5) [1030, 1420, 1121, 1430]
crossword-cell[interactable]: 9 [645, 1378, 671, 1402]
korea-text: ಎಚ್.ಎಸ್. ಪ್ರಣಯ್ ಮಂಗಳವಾರ ಪ್ರಾರಂಭವಾಗುವ 475,000 ಡಾಲರ್ ಕೊರಿಯಾ ಓಪನ್ ಸೂಪರ್ 500 ಬ್ಯಾಡ್ಮಿಂಟನ್ ಟೂರ್ನಮೆಂಟ್‌ನಲ್ಲಿ ಉಪಾಂತ್ಯವನ್ನು ತಲುಪುವ ಗುರಿಯೊಂದಿಗೆ ಭಾರತೀಯ ಸವಾಲನ್ನು ಮುನ್ನಡೆಸಲಿದ್ದಾರೆ. ಹಾಂಗ್ ಕಾಂಗ್ ಮತ್ತು ಚೀನಾ ಮಾಸ್ಟರ್ಸ್‌ನಲ್ಲಿ ಸತತ ಎರಡು ಫೈನಲ್ ತಲುಪಿದ ಸಾತ್ವಿಕ್‌ಸಾಯಿರಾಜ್ ರಂಕಿರೆಡ್ಡಿ ಮತ್ತು ಚಿರಾಗ್ ಶೆಟ್ಟಿ ಜೋಡಿ ಈ ಬಾರಿ ಪ್ರಶಸ್ತಿ ಗೆಲ್ಲುವ ವಿಶ್ವಾಸದಲ್ಲಿದೆ. ಪುರುಷರ ಸಿಂಗಲ್ಸ್‌ನಲ್ಲಿ ಲಕ್ಷ್ಯ ಸೇನ್, ಕಿರಣ್ ಜಾರ್ಜ್ ಕೂಡ ಕಣದಲ್ಲಿದ್ದಾರೆ. [8, 1405, 638, 1442]
answers-across-title: ಎಡದಿಂದ ಬಲಕ್ಕೆ [912, 1331, 957, 1341]
crossword-cell [853, 1474, 879, 1498]
pointing-hand-icon: ☞ [12, 104, 60, 152]
crossword-cell[interactable] [801, 1402, 827, 1426]
answer-line: 17.ಹನುಮಂತ [912, 1415, 956, 1425]
clue: 6.ಮಾರ್ಗದರ್ಶನವನ್ನು ನೀಡಲು ಹೇಳುವುದು (4) [1030, 1267, 1164, 1277]
kusti-body: ನಾಡಹಬ್ಬ ದಸರಾ ಪ್ರಯುಕ್ತ ಆಯೋಜಿಸಿರುವ ಕುಸ್ತಿ ಪಂದ್ಯಾವಳಿಗೆ ಮುಖ್ಯಮಂತ್ರಿ ಸಿದ್ದರಾಮಯ್ಯ ಚಾಲನೆ ನೀಡಿದರು. ದೇಶದ ವಿವಿಧ ಭಾಗಗಳಿಂದ ಆಗಮಿಸಿರುವ ಪೈಲ್ವಾನರು ಪಂದ್ಯಾವಳಿಯಲ್ಲಿ ಭಾಗವಹಿಸಿದ್ದಾರೆ. ಸಾಂಪ್ರದಾಯಿಕ ಕುಸ್ತಿ ಕಲೆಯನ್ನು ಉಳಿಸಿ ಬೆಳೆಸುವ ಉದ್ದೇಶದಿಂದ ಈ ಪಂದ್ಯಾವಳಿ ಆಯೋಜಿಸಲಾಗಿದೆ. [1090, 1651, 1256, 1727]
answer-line: 10.ಗರಡಿ 11.ನಿಧಾನ [912, 1379, 975, 1389]
crossword-cell[interactable] [879, 1450, 905, 1474]
